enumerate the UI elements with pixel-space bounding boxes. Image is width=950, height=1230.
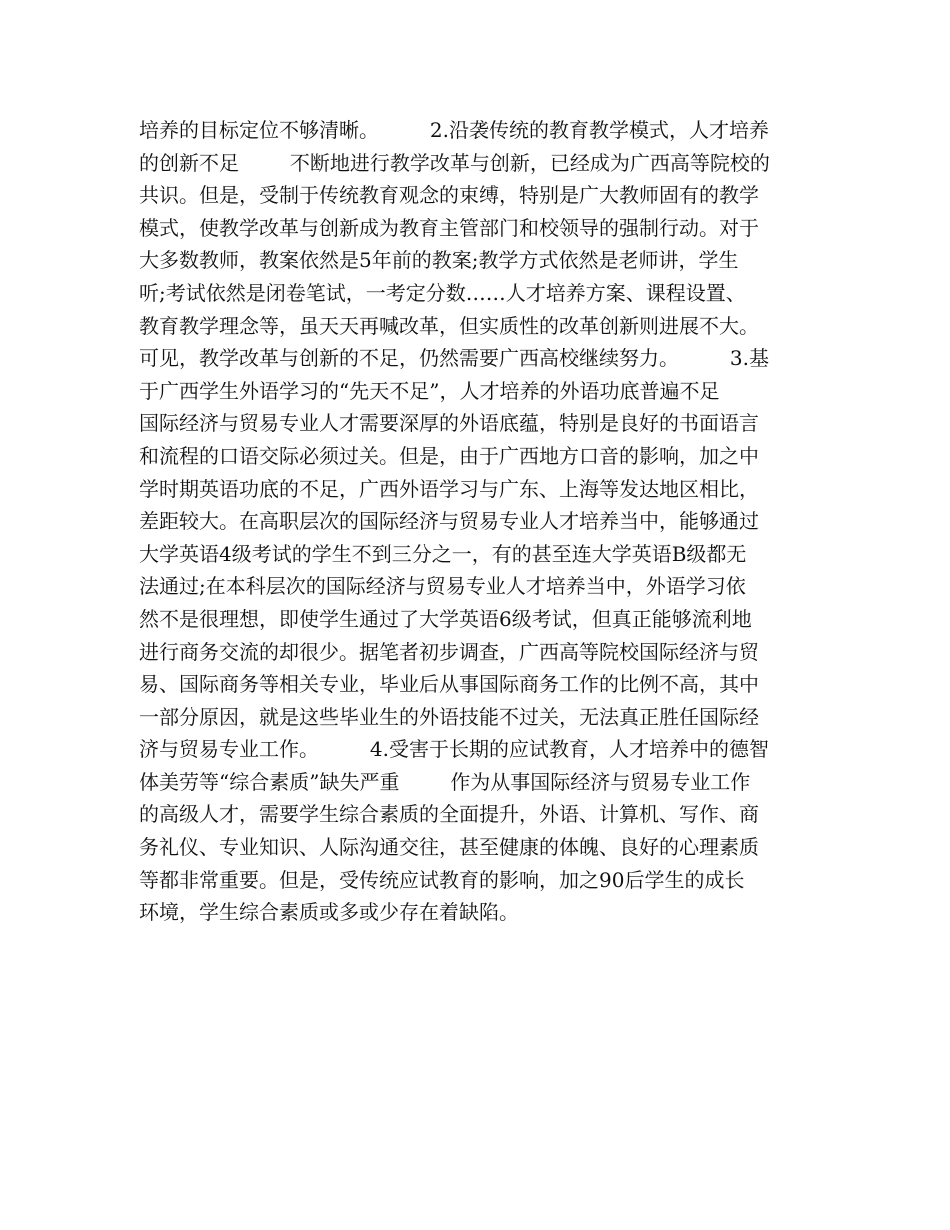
text-line: 于广西学生外语学习的“先天不足”，人才培养的外语功底普遍不足 <box>139 378 720 403</box>
text-line: 的高级人才，需要学生综合素质的全面提升，外语、计算机、写作、商 <box>139 802 759 827</box>
text-line: 易、国际商务等相关专业，毕业后从事国际商务工作的比例不高，其中 <box>139 672 759 697</box>
text-line: 的创新不足 不断地进行教学改革与创新，已经成为广西高等院校的 <box>139 150 770 175</box>
text-line: 共识。但是，受制于传统教育观念的束缚，特别是广大教师固有的教学 <box>139 183 759 208</box>
text-line: 务礼仪、专业知识、人际沟通交往，甚至健康的体魄、良好的心理素质 <box>139 835 759 860</box>
text-line: 体美劳等“综合素质”缺失严重 作为从事国际经济与贸易专业工作 <box>139 769 751 794</box>
text-line: 大学英语4级考试的学生不到三分之一，有的甚至连大学英语B级都无 <box>139 541 747 566</box>
text-line: 进行商务交流的却很少。据笔者初步调查，广西高等院校国际经济与贸 <box>139 639 759 664</box>
text-line: 等都非常重要。但是，受传统应试教育的影响，加之90后学生的成长 <box>139 867 745 892</box>
text-line: 模式，使教学改革与创新成为教育主管部门和校领导的强制行动。对于 <box>139 215 759 240</box>
text-line: 和流程的口语交际必须过关。但是，由于广西地方口音的影响，加之中 <box>139 443 759 468</box>
text-line: 法通过;在本科层次的国际经济与贸易专业人才培养当中，外语学习依 <box>139 574 746 599</box>
text-line: 培养的目标定位不够清晰。 2.沿袭传统的教育教学模式，人才培养 <box>139 118 769 142</box>
text-line: 济与贸易专业工作。 4.受害于长期的应试教育，人才培养中的德智 <box>139 737 769 762</box>
text-line: 一部分原因，就是这些毕业生的外语技能不过关，无法真正胜任国际经 <box>139 704 759 729</box>
text-line: 然不是很理想，即使学生通过了大学英语6级考试，但真正能够流利地 <box>139 606 752 631</box>
body-text <box>139 114 811 929</box>
text-line: 差距较大。在高职层次的国际经济与贸易专业人才培养当中，能够通过 <box>139 509 759 534</box>
text-line: 听;考试依然是闭卷笔试，一考定分数……人才培养方案、课程设置、 <box>139 280 746 305</box>
text-line: 大多数教师，教案依然是5年前的教案;教学方式依然是老师讲，学生 <box>139 248 739 273</box>
text-line: 国际经济与贸易专业人才需要深厚的外语底蕴，特别是良好的书面语言 <box>139 411 759 436</box>
text-line: 学时期英语功底的不足，广西外语学习与广东、上海等发达地区相比， <box>139 476 759 501</box>
text-line: 教育教学理念等，虽天天再喊改革，但实质性的改革创新则进展不大。 <box>139 313 759 338</box>
text-line: 环境，学生综合素质或多或少存在着缺陷。 <box>139 900 519 925</box>
text-line: 可见，教学改革与创新的不足，仍然需要广西高校继续努力。 3.基 <box>139 346 769 371</box>
